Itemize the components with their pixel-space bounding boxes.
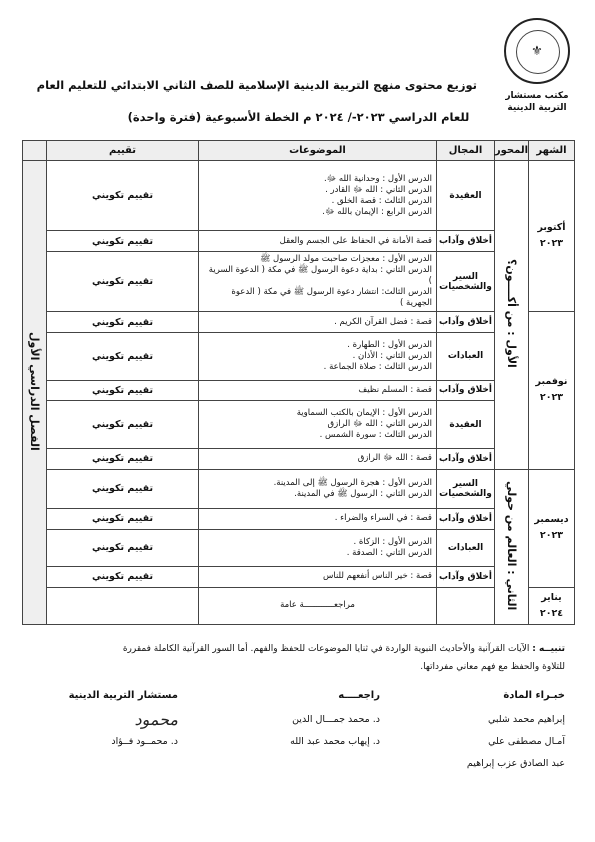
header-field: المجال [437, 141, 495, 161]
field-cell: أخلاق وآداب [437, 231, 495, 252]
table-row [23, 529, 575, 566]
topics-cell: الدرس الأول : الإيمان بالكتب السماوية الدرس الثاني : الله ﷻ الرازق الدرس الثالث : سورة الشمس . [199, 401, 437, 449]
table-row [23, 161, 575, 231]
reviewer-name: د. محمد جمـــال الدين [292, 714, 380, 725]
topics-cell: قصة : فضل القرآن الكريم . [199, 312, 437, 333]
field-cell: العبادات [437, 529, 495, 566]
table-row [23, 401, 575, 449]
topics-cell: قصة : خير الناس أنفعهم للناس [199, 566, 437, 587]
eval-cell: تقييم تكويني [47, 508, 199, 529]
header-month: الشهر [529, 141, 575, 161]
topics-cell: الدرس الأول : وحدانية الله ﷻ. الدرس الثاني : الله ﷻ القادر . الدرس الثالث : قصة الخلق . الدرس الرابع : الإيمان بالله ﷻ. [199, 161, 437, 231]
field-cell: السير والشخصيات [437, 252, 495, 312]
field-cell: أخلاق وآداب [437, 312, 495, 333]
ministry-logo-block [497, 18, 577, 114]
table-row [23, 252, 575, 312]
field-cell: أخلاق وآداب [437, 448, 495, 469]
table-header-row [23, 141, 575, 161]
topics-cell: قصة : المسلم نظيف [199, 380, 437, 401]
table-row [23, 469, 575, 508]
month-december: ديسمبر ٢٠٢٣ [529, 469, 575, 587]
ministry-logo-icon [504, 18, 570, 84]
table-row [23, 566, 575, 587]
field-cell: العبادات [437, 332, 495, 380]
topics-cell: مراجعــــــــــــة عامة [199, 587, 437, 624]
reviewer-name: د. إيهاب محمد عبد الله [290, 736, 380, 747]
eagle-icon: ⚜ [531, 44, 543, 59]
field-cell: السير والشخصيات [437, 469, 495, 508]
note-text-1: الآيات القرآنية والأحاديث النبوية الواردة في ثنايا الموضوعات للحفظ والفهم. أما السور القرآنية الكاملة فمقررة [122, 644, 530, 654]
note [30, 640, 565, 676]
topics-cell: قصة الأمانة في الحفاظ على الجسم والعقل [199, 231, 437, 252]
advisor-signature [28, 690, 178, 753]
office-line-2: التربية الدينية [507, 103, 567, 113]
experts-title: خبـراء المادة [503, 690, 565, 701]
field-cell [437, 587, 495, 624]
document-title: توزيع محتوى منهج التربية الدينية الإسلامية للصف الثاني الابتدائي للتعليم العام [36, 78, 477, 92]
document-subtitle: للعام الدراسي ٢٠٢٣-/ ٢٠٢٤ م الخطة الأسبوعية (فترة واحدة) [127, 110, 470, 124]
field-cell: العقيدة [437, 161, 495, 231]
expert-name: إبراهيم محمد شلبي [488, 714, 565, 725]
review-title: راجعــــه [338, 690, 380, 701]
header-eval: تقييم [47, 141, 199, 161]
topics-cell: الدرس الأول : معجزات صاحبت مولد الرسول ﷺ الدرس الثاني : بداية دعوة الرسول ﷺ في مكة ( الدعوة السرية ) الدرس الثالث: انتشار دعوة الرسول ﷺ في مكة ( الدعوة الجهرية ) [199, 252, 437, 312]
note-text-2: للتلاوة والحفظ مع فهم معاني مفرداتها. [420, 662, 565, 672]
topics-cell: الدرس الأول : هجرة الرسول ﷺ إلى المدينة. الدرس الثاني : الرسول ﷺ في المدينة. [199, 469, 437, 508]
field-cell: العقيدة [437, 401, 495, 449]
header-axis: المحور [495, 141, 529, 161]
field-cell: أخلاق وآداب [437, 508, 495, 529]
eval-cell: تقييم تكويني [47, 566, 199, 587]
axis-1: الأول : من أكــــون؟ [495, 161, 529, 470]
axis-2: الثاني : العالم من حولي [495, 469, 529, 624]
eval-cell: تقييم تكويني [47, 529, 199, 566]
expert-name: عبد الصادق عزب إبراهيم [466, 758, 565, 769]
note-line-1 [30, 640, 565, 658]
month-november: نوفمبر ٢٠٢٣ [529, 312, 575, 469]
office-label [497, 90, 577, 114]
eval-cell: تقييم تكويني [47, 312, 199, 333]
document-titles [36, 78, 477, 124]
curriculum-table [23, 140, 575, 625]
eval-cell: تقييم تكويني [47, 161, 199, 231]
eval-cell [47, 587, 199, 624]
eval-cell: تقييم تكويني [47, 252, 199, 312]
eval-cell: تقييم تكويني [47, 401, 199, 449]
eval-cell: تقييم تكويني [47, 380, 199, 401]
table-row [23, 231, 575, 252]
eval-cell: تقييم تكويني [47, 469, 199, 508]
table-row [23, 587, 575, 624]
table-row [23, 312, 575, 333]
topics-cell: الدرس الأول : الطهارة . الدرس الثاني : الأذان . الدرس الثالث : صلاة الجماعة . [199, 332, 437, 380]
table-row [23, 332, 575, 380]
eval-cell: تقييم تكويني [47, 231, 199, 252]
header [0, 18, 595, 140]
handwritten-signature: محمود [134, 710, 178, 729]
month-october: أكتوبر ٢٠٢٣ [529, 161, 575, 312]
expert-name: آمـال مصطفى علي [488, 736, 565, 747]
advisor-name: د. محمــود فــؤاد [111, 736, 178, 747]
topics-cell: قصة : الله ﷻ الرازق [199, 448, 437, 469]
advisor-title: مستشار التربية الدينية [68, 690, 178, 701]
term-label: الفصل الدراسي الأول [23, 161, 47, 625]
eval-cell: تقييم تكويني [47, 332, 199, 380]
eval-cell: تقييم تكويني [47, 448, 199, 469]
table-row [23, 448, 575, 469]
note-label: تنبيــه : [532, 644, 565, 654]
experts-signatures [385, 690, 565, 775]
topics-cell: قصة : في السراء والضراء . [199, 508, 437, 529]
header-term-blank [23, 141, 47, 161]
field-cell: أخلاق وآداب [437, 566, 495, 587]
header-topics: الموضوعات [199, 141, 437, 161]
office-line-1: مكتب مستشار [505, 91, 569, 101]
table-row [23, 380, 575, 401]
field-cell: أخلاق وآداب [437, 380, 495, 401]
month-january: يناير ٢٠٢٤ [529, 587, 575, 624]
reviewers-signatures [220, 690, 380, 753]
table-row [23, 508, 575, 529]
topics-cell: الدرس الأول : الزكاة . الدرس الثاني : الصدقة . [199, 529, 437, 566]
